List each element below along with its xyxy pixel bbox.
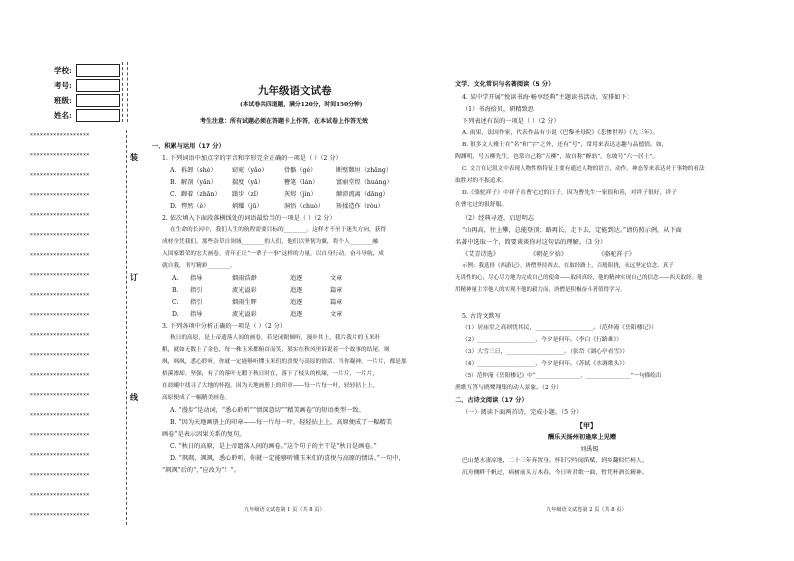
star-row: ××××××××××××××××××: [30, 232, 90, 238]
q4-option: 在曹宅过的很舒服。: [455, 202, 508, 208]
question-3: 3. 下列各项中分析正确的一项是（ ）（2 分）: [162, 323, 287, 330]
q3-option: C. “秋日的高原，是上帝遗落人间的画卷。”这个句子的主干是“秋日是画卷。”: [170, 443, 377, 450]
q4-option: D.《骆驼祥子》中祥子在曹宅过的日子，因为曹先生一家很和善，对祥子很好，祥子: [462, 190, 677, 196]
option-word: 流光溢彩: [232, 287, 257, 294]
poem-line: 巴山楚水凄凉地，二十三年弃置身。怀旧空吟闻笛赋，到乡翻似烂柯人。: [462, 458, 648, 464]
q3-option: A. “漫步”是动词，“悉心聆听”“情深意切”“精美画卷”的短语类型一致。: [170, 407, 365, 414]
option-word: 窈窕（yǎo）: [232, 167, 268, 174]
dictation-line: （2）____________________，今夕是何年。（李白《行路难》）: [462, 337, 623, 343]
sub-question: （1）书海拾贝，研精致思: [462, 106, 534, 113]
passage-line: 梧溪渗却。坚强，有了的落叶无暇于秋日时在，落下了枝头的机缘，一片片，一片片，: [162, 371, 379, 377]
star-row: ××××××××××××××××××: [30, 172, 90, 178]
page-footer: 九年级语文试卷第 2 页（共 8 页）: [546, 507, 627, 513]
option-word: 流光溢彩: [232, 311, 257, 318]
option-word: 篇章: [330, 299, 343, 306]
option-word: 蹿着（zhān）: [181, 191, 221, 198]
example-line: 示例：我选择《西游记》。唐僧坚持西去，在取经路上，百般阻挠，永远坚定信念，真子: [462, 263, 674, 269]
sub-question: （2）经典寻迹，启思明志: [462, 215, 534, 222]
q4-option: C. 文言在记叙文中表现人物性格特征主要有通过人物的语言，动作，神态等来表达对于事物的看法: [462, 166, 705, 172]
class-field[interactable]: [76, 94, 120, 107]
option-word: 追逐: [290, 275, 303, 282]
option-word: 蹑步（zǐ）: [232, 191, 262, 198]
q4-option: B. 很多文人雅士在“名”和“字”之外，还有“号”，常用来表达志趣与品德情。如，: [462, 142, 668, 148]
option-word: 揣度（yǎ）: [232, 179, 264, 186]
passage-line: 在晨曦中找寻了大地的怀抱。因为天地画册上的印章——每一片每一叶，轻轻拈上上，: [162, 383, 379, 389]
option-word: 文章: [330, 311, 343, 318]
q3-option: “飒飒”后的“，”应改为“！”。: [162, 467, 240, 474]
star-row: ××××××××××××××××××: [30, 132, 90, 138]
example-line: 无畏性的心，尽心尽力地为完成自己的使命——取回真经，他的精神实现自己的信念——西天取经。他: [455, 275, 703, 281]
sub-question-text: 下列表述有误的一项是（ ）（2 分）: [462, 118, 560, 125]
option-word: 烟雨浩渺: [232, 275, 257, 282]
star-row: ××××××××××××××××××: [30, 332, 90, 338]
sub-question-text: “山再高，往上攀，总能登顶；路再长，走下去，定能到达。”请仿照示例，从下面: [462, 227, 682, 234]
dictation-line: 渔歌互答与鸥鹭翔集的动人景象。（2 分）: [455, 385, 562, 391]
option-letter: B.: [172, 287, 179, 294]
option-word: 矫揉造作（ròu）: [336, 203, 384, 210]
option-word: 富丽堂煌（huáng）: [336, 179, 393, 186]
section-heading: 二、古诗文阅读（17 分）: [455, 397, 528, 404]
q4-option: 陶渊明，号五柳先生，也常自己称“五柳”，故自称“醉翁”，东坡号“六一居士”。: [455, 154, 659, 160]
option-word: 指引: [190, 299, 203, 306]
option-word: 拆卸（shè）: [181, 167, 217, 174]
option-word: 文章: [330, 275, 343, 282]
option-word: 指引: [190, 287, 203, 294]
dictation-line: （5）范仲淹《岳阳楼记》中“________________，________________”一句描绘出: [462, 373, 662, 379]
q3-option: 画卷”是表示因果关系的复句。: [162, 431, 246, 438]
section-heading: 一、积累与运用（17 分）: [152, 143, 225, 150]
option-letter: D.: [170, 203, 177, 210]
question-2: 2. 依次填入下面段落横线处的词语最恰当的一项是（ ）（2 分）: [162, 215, 336, 222]
dictation-line: （3）大雪三日，____________________。（张岱《湖心亭看雪》）: [462, 349, 628, 355]
option-word: 烟雨生辉: [232, 299, 257, 306]
question-4: 4. 某中学开展“悦读书海·畅享经典”主题读书活动，安排如下：: [462, 94, 633, 101]
question-5: 5. 古诗文默写: [462, 313, 501, 320]
book-title: 《朝花夕拾》: [530, 251, 568, 258]
star-row: ××××××××××××××××××: [30, 152, 90, 158]
dictation-line: （4）____________________，今夕是何年。（苏轼《水调歌头》）: [462, 361, 628, 367]
option-letter: B.: [170, 179, 177, 186]
q4-option: A. 雨果，法国作家，代表作品有小说《巴黎圣母院》《悲惨世界》《九三年》。: [462, 130, 659, 136]
star-row: ××××××××××××××××××: [30, 192, 90, 198]
option-letter: C.: [170, 191, 177, 198]
passage-line: 飒，飒飒，悉心聆听，你就一定能够听懂玉米们的喜悦与高原的情话。当你凝神，一片片，都是那: [162, 359, 407, 365]
q3-option: B. “因为天地画册上的印章——每一片每一叶，轻轻拈上上，高原便成了一幅精美: [170, 419, 393, 426]
passage-line: 入国家繁荣的宏大画卷。青年正让“一辈子一事”这样的力量，以自身行动，奋斗导航，成: [162, 251, 384, 257]
star-row: ××××××××××××××××××: [30, 472, 90, 478]
option-word: 骨骼（gé）: [284, 167, 317, 174]
poem-title: 酬乐天扬州初逢席上见赠: [548, 434, 617, 441]
option-letter: A.: [172, 275, 179, 282]
option-word: 指导: [190, 275, 203, 282]
poem-author: 刘禹锡: [580, 446, 599, 453]
name-label: 姓名:: [54, 111, 72, 120]
exam-number-label: 考号:: [54, 81, 72, 90]
star-row: ××××××××××××××××××: [30, 372, 90, 378]
option-letter: A.: [170, 167, 177, 174]
exam-number-field[interactable]: [76, 79, 120, 92]
passage-line: 粮，就如无数上了金色，每一株玉米都俯首而笑，果实在秋风里诉说着一个故事的结尾。飒: [162, 347, 390, 353]
seal-dashed-line: [122, 62, 123, 122]
school-field[interactable]: [76, 64, 120, 77]
dictation-line: （1）居庙堂之高则忧其民，____________________。（范仲淹《岳阳楼记》）: [462, 325, 657, 331]
star-row: ××××××××××××××××××: [30, 252, 90, 258]
option-word: 炳耀（jū）: [232, 203, 263, 210]
passage-line: 就自我，书写精彩________。: [162, 263, 236, 269]
star-row: ××××××××××××××××××: [30, 452, 90, 458]
option-word: 断壁颓垣（zhāng）: [336, 167, 393, 174]
poem-tag: 【甲】: [576, 421, 597, 430]
q3-option: D. “飒飒，飒飒，悉心聆听，你就一定能够听懂玉米们的喜悦与高原的情话。”一句中，: [170, 455, 405, 462]
page-footer: 九年级语文试卷第 1 页（共 8 页）: [244, 507, 325, 513]
seal-dashed-line: [127, 62, 128, 122]
book-title: 《艾青诗选》: [462, 251, 500, 258]
star-row: ××××××××××××××××××: [30, 512, 90, 518]
option-word: 篇章: [330, 287, 343, 294]
option-word: 簪笔（lán）: [284, 179, 319, 186]
sub-question-text: 名著中选取一个，简要谈谈你对这句话的理解。（3 分）: [455, 239, 607, 246]
option-letter: C.: [172, 299, 179, 306]
option-word: 指导: [190, 311, 203, 318]
seal-char: 线: [130, 392, 138, 402]
option-word: 追逐: [290, 287, 303, 294]
star-row: ××××××××××××××××××: [30, 212, 90, 218]
star-row: ××××××××××××××××××: [30, 432, 90, 438]
option-word: 洞悟（chuò）: [284, 203, 324, 210]
exam-notice: 考生注意：所有试题必须在答题卡上作答，在本试卷上作答无效: [200, 118, 369, 125]
option-word: 颠沛流离（dāng）: [336, 191, 389, 198]
example-line: 用精神量主宰他人的实现不他的毅力而，唐僧是积极奋斗者值得学习。: [455, 287, 626, 293]
seal-char: 装: [130, 152, 138, 162]
option-word: 解剖（yǎn）: [181, 179, 217, 186]
exam-info: (本试卷共四道题，满分120分，时间150分钟): [240, 102, 363, 108]
q4-option: 取胜对的不振追求。: [455, 178, 508, 184]
option-word: 追逐: [290, 311, 303, 318]
question-1: 1. 下列词语中加点字的字音和字形完全正确的一项是（ ）（2 分）: [162, 155, 342, 162]
option-word: 追逐: [290, 299, 303, 306]
seal-char: 订: [130, 272, 138, 282]
star-row: ××××××××××××××××××: [30, 272, 90, 278]
passage-line: 在生命的长河中，我们人生的航程需要目标的________。这样才不至于迷失方向，获得: [170, 227, 387, 233]
poem-line: 沉舟侧畔千帆过，病树前头万木春。今日听君歌一曲，暂凭杯酒长精神。: [462, 470, 648, 476]
class-label: 班级:: [54, 96, 72, 105]
book-title: 《骆驼祥子》: [598, 251, 636, 258]
star-row: ××××××××××××××××××: [30, 352, 90, 358]
star-row: ××××××××××××××××××: [30, 492, 90, 498]
option-letter: D.: [172, 311, 179, 318]
name-field[interactable]: [76, 109, 120, 122]
passage-line: 成材全凭我们。那些杂草自领域________的人们，他们以坚韧为翼，将个人________融: [162, 239, 379, 245]
seal-line: [126, 130, 127, 525]
school-label: 学校:: [54, 66, 72, 75]
star-row: ××××××××××××××××××: [30, 312, 90, 318]
star-row: ××××××××××××××××××: [30, 292, 90, 298]
option-word: 愕然（è）: [181, 203, 210, 210]
passage-line: 秋日的高原，是上帝遗落人间的画卷。若是闭眼倾听，漫步其上，我片我片的玉米秆: [170, 335, 381, 341]
section-heading: 文学、文化常识与名著阅读（5 分）: [455, 81, 555, 88]
option-word: 灰烬（jìn）: [284, 191, 317, 198]
star-row: ××××××××××××××××××: [30, 412, 90, 418]
page-title: 九年级语文试卷: [258, 85, 332, 97]
passage-line: 高原便成了一幅精美画卷。: [162, 395, 231, 401]
sub-question: （一）阅读下面两首诗，完成小题。（5 分）: [462, 409, 583, 416]
star-row: ××××××××××××××××××: [30, 392, 90, 398]
